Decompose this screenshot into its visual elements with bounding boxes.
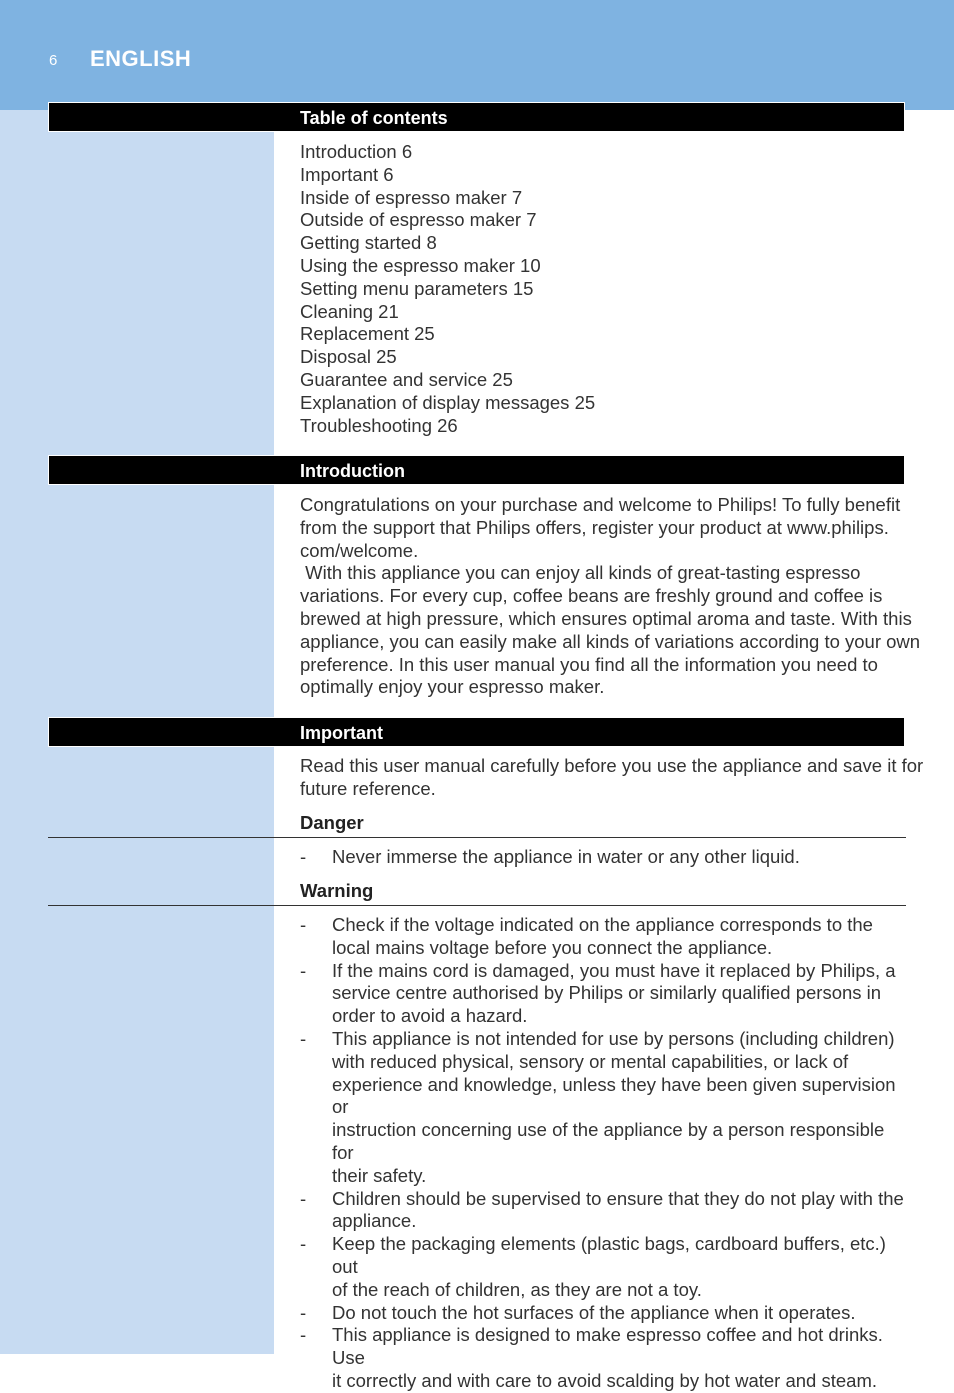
list-item-text: with reduced physical, sensory or mental capabilities, or lack of <box>332 1050 849 1072</box>
list-item-text: local mains voltage before you connect the appliance. <box>332 936 773 958</box>
list-item-text: Children should be supervised to ensure that they do not play with the <box>332 1187 904 1209</box>
warning-divider <box>48 905 906 906</box>
list-item-text: instruction concerning use of the appliance by a person responsible for <box>332 1119 885 1163</box>
list-item-text: order to avoid a hazard. <box>332 1005 528 1027</box>
language-title: ENGLISH <box>90 46 192 71</box>
list-item-text: experience and knowledge, unless they have been given supervision or <box>332 1073 896 1118</box>
toc-heading: Table of contents <box>300 108 448 128</box>
list-item-text: This appliance is designed to make espresso coffee and hot drinks. Use <box>332 1324 883 1369</box>
bullet-dash: - <box>300 1233 307 1255</box>
danger-list <box>300 846 906 869</box>
text-line: future reference. <box>300 777 436 799</box>
bullet-dash: - <box>300 1301 307 1323</box>
list-item-text: appliance. <box>332 1210 417 1232</box>
toc-item[interactable]: Important 6 <box>300 163 394 185</box>
bullet-dash: - <box>300 1187 307 1209</box>
warning-heading: Warning <box>300 880 374 901</box>
toc-item[interactable]: Outside of espresso maker 7 <box>300 209 537 231</box>
text-line: appliance, you can easily make all kinds of variations according to your own <box>300 630 921 652</box>
list-item-text: it correctly and with care to avoid scalding by hot water and steam. <box>332 1369 877 1391</box>
toc-item[interactable]: Guarantee and service 25 <box>300 368 513 390</box>
list-item-text: their safety. <box>332 1164 427 1186</box>
toc-item[interactable]: Setting menu parameters 15 <box>300 277 534 299</box>
bullet-dash: - <box>300 959 307 981</box>
list-item <box>300 1188 906 1234</box>
toc-list <box>300 141 906 437</box>
bullet-dash: - <box>300 1324 307 1346</box>
list-item <box>300 1324 906 1392</box>
list-item <box>300 960 906 1028</box>
introduction-heading: Introduction <box>300 461 405 481</box>
text-line: preference. In this user manual you find all the information you need to <box>300 653 878 675</box>
toc-item[interactable]: Inside of espresso maker 7 <box>300 186 523 208</box>
important-heading: Important <box>300 723 383 743</box>
toc-item[interactable]: Disposal 25 <box>300 346 397 368</box>
bullet-dash: - <box>300 914 307 935</box>
text-line: optimally enjoy your espresso maker. <box>300 676 605 698</box>
important-heading-bar <box>48 717 905 747</box>
toc-item[interactable]: Explanation of display messages 25 <box>300 391 596 413</box>
list-item-text: If the mains cord is damaged, you must have it replaced by Philips, a <box>332 959 896 981</box>
introduction-heading-bar <box>48 455 905 485</box>
text-line: Read this user manual carefully before you use the appliance and save it for <box>300 755 924 776</box>
introduction-body <box>300 494 921 699</box>
page-number: 6 <box>49 52 58 69</box>
text-line: Congratulations on your purchase and welcome to Philips! To fully benefit <box>300 494 901 515</box>
text-line: com/welcome. <box>300 539 419 561</box>
warning-list <box>300 914 906 1393</box>
list-item-text: service centre authorised by Philips or similarly qualified persons in <box>332 982 882 1004</box>
list-item <box>300 914 906 960</box>
list-item-text: Do not touch the hot surfaces of the appliance when it operates. <box>332 1301 856 1323</box>
list-item-text: Never immerse the appliance in water or any other liquid. <box>332 846 800 867</box>
list-item-text: Check if the voltage indicated on the appliance corresponds to the <box>332 914 873 935</box>
toc-item[interactable]: Introduction 6 <box>300 141 413 162</box>
bullet-dash: - <box>300 846 307 867</box>
toc-item[interactable]: Replacement 25 <box>300 323 435 345</box>
list-item-text: Keep the packaging elements (plastic bags, cardboard buffers, etc.) out <box>332 1233 886 1277</box>
list-item-text: of the reach of children, as they are not a toy. <box>332 1278 702 1300</box>
danger-heading: Danger <box>300 812 364 833</box>
text-line: With this appliance you can enjoy all kinds of great-tasting espresso <box>300 562 861 584</box>
list-item <box>300 1302 906 1325</box>
toc-item[interactable]: Using the espresso maker 10 <box>300 254 541 276</box>
danger-divider <box>48 837 906 838</box>
toc-item[interactable]: Troubleshooting 26 <box>300 414 458 436</box>
list-item <box>300 1028 906 1188</box>
text-line: brewed at high pressure, which ensures optimal aroma and taste. With this <box>300 607 912 629</box>
toc-item[interactable]: Getting started 8 <box>300 232 437 254</box>
list-item <box>300 1233 906 1301</box>
toc-heading-bar <box>48 102 905 132</box>
text-line: variations. For every cup, coffee beans are freshly ground and coffee is <box>300 585 883 607</box>
text-line: from the support that Philips offers, register your product at www.philips. <box>300 516 889 538</box>
list-item <box>300 846 906 869</box>
list-item-text: This appliance is not intended for use by persons (including children) <box>332 1027 895 1049</box>
toc-item[interactable]: Cleaning 21 <box>300 300 399 322</box>
bullet-dash: - <box>300 1027 307 1049</box>
important-body <box>300 755 924 801</box>
